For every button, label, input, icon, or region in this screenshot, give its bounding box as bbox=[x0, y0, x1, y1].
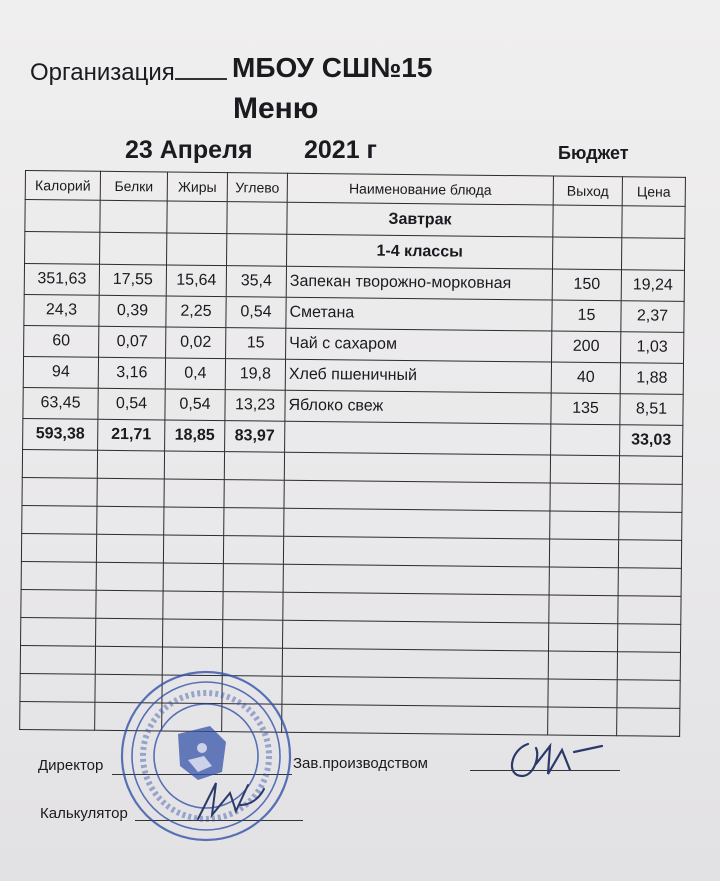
total-empty-cell bbox=[285, 421, 551, 455]
price-cell: 2,37 bbox=[621, 301, 684, 333]
portion-cell: 40 bbox=[551, 362, 620, 394]
dish-name-cell: Запекан творожно-морковная bbox=[286, 266, 552, 300]
protein-cell: 0,54 bbox=[98, 388, 165, 420]
protein-cell: 0,07 bbox=[99, 326, 166, 358]
fat-cell: 0,02 bbox=[166, 327, 226, 359]
dish-name-cell: Чай с сахаром bbox=[286, 328, 552, 362]
carbs-cell: 13,23 bbox=[225, 390, 285, 422]
protein-cell: 3,16 bbox=[98, 357, 165, 389]
organization-label-row bbox=[30, 56, 227, 87]
fat-cell: 15,64 bbox=[166, 265, 226, 297]
column-header: Выход bbox=[553, 176, 622, 206]
fat-cell: 2,25 bbox=[166, 296, 226, 328]
price-cell: 1,88 bbox=[620, 363, 683, 395]
dish-name-cell: Яблоко свеж bbox=[285, 390, 551, 424]
menu-table bbox=[19, 170, 686, 737]
total-empty-cell bbox=[551, 424, 620, 456]
total-protein-cell: 21,71 bbox=[98, 419, 165, 451]
carbs-cell: 0,54 bbox=[226, 297, 286, 329]
organization-label: Организация bbox=[30, 59, 175, 86]
calories-cell: 60 bbox=[24, 325, 99, 357]
menu-date: 23 Апреля bbox=[125, 136, 253, 164]
portion-cell: 135 bbox=[551, 393, 620, 425]
calories-cell: 24,3 bbox=[24, 294, 99, 326]
price-cell: 8,51 bbox=[620, 394, 683, 426]
column-header: Углево bbox=[227, 173, 287, 203]
organization-underline bbox=[175, 56, 227, 80]
column-header: Белки bbox=[100, 171, 167, 201]
group-title: 1-4 классы bbox=[287, 234, 553, 269]
carbs-cell: 15 bbox=[226, 328, 286, 360]
column-header: Цена bbox=[622, 177, 685, 207]
column-header: Калорий bbox=[25, 171, 100, 201]
menu-year: 2021 г bbox=[304, 136, 377, 164]
portion-cell: 15 bbox=[552, 300, 621, 332]
total-fat-cell: 18,85 bbox=[165, 420, 225, 452]
total-price-cell: 33,03 bbox=[620, 425, 683, 457]
handwritten-signature-icon bbox=[190, 775, 270, 825]
dish-name-cell: Хлеб пшеничный bbox=[285, 359, 551, 393]
portion-cell: 150 bbox=[552, 269, 621, 301]
total-calories-cell: 593,38 bbox=[23, 418, 98, 450]
carbs-cell: 19,8 bbox=[225, 359, 285, 391]
protein-cell: 17,55 bbox=[99, 264, 166, 296]
calories-cell: 94 bbox=[23, 356, 98, 388]
dish-name-cell: Сметана bbox=[286, 297, 552, 331]
production-head-label: Зав.производством bbox=[293, 755, 428, 772]
column-header: Жиры bbox=[167, 172, 227, 202]
document-title: Меню bbox=[233, 92, 319, 125]
portion-cell: 200 bbox=[552, 331, 621, 363]
carbs-cell: 35,4 bbox=[226, 266, 286, 298]
organization-name: МБОУ СШ№15 bbox=[232, 52, 433, 83]
column-header: Наименование блюда bbox=[287, 173, 553, 205]
protein-cell: 0,39 bbox=[99, 295, 166, 327]
director-label: Директор bbox=[38, 757, 104, 774]
price-cell: 1,03 bbox=[621, 332, 684, 364]
calories-cell: 63,45 bbox=[23, 387, 98, 419]
total-carbs-cell: 83,97 bbox=[225, 421, 285, 453]
calories-cell: 351,63 bbox=[24, 264, 99, 296]
calculator-label: Калькулятор bbox=[40, 805, 128, 822]
budget-label: Бюджет bbox=[558, 143, 629, 163]
price-cell: 19,24 bbox=[621, 270, 684, 302]
fat-cell: 0,4 bbox=[165, 358, 225, 390]
fat-cell: 0,54 bbox=[165, 389, 225, 421]
handwritten-signature-icon bbox=[500, 736, 610, 786]
meal-title: Завтрак bbox=[287, 202, 553, 237]
